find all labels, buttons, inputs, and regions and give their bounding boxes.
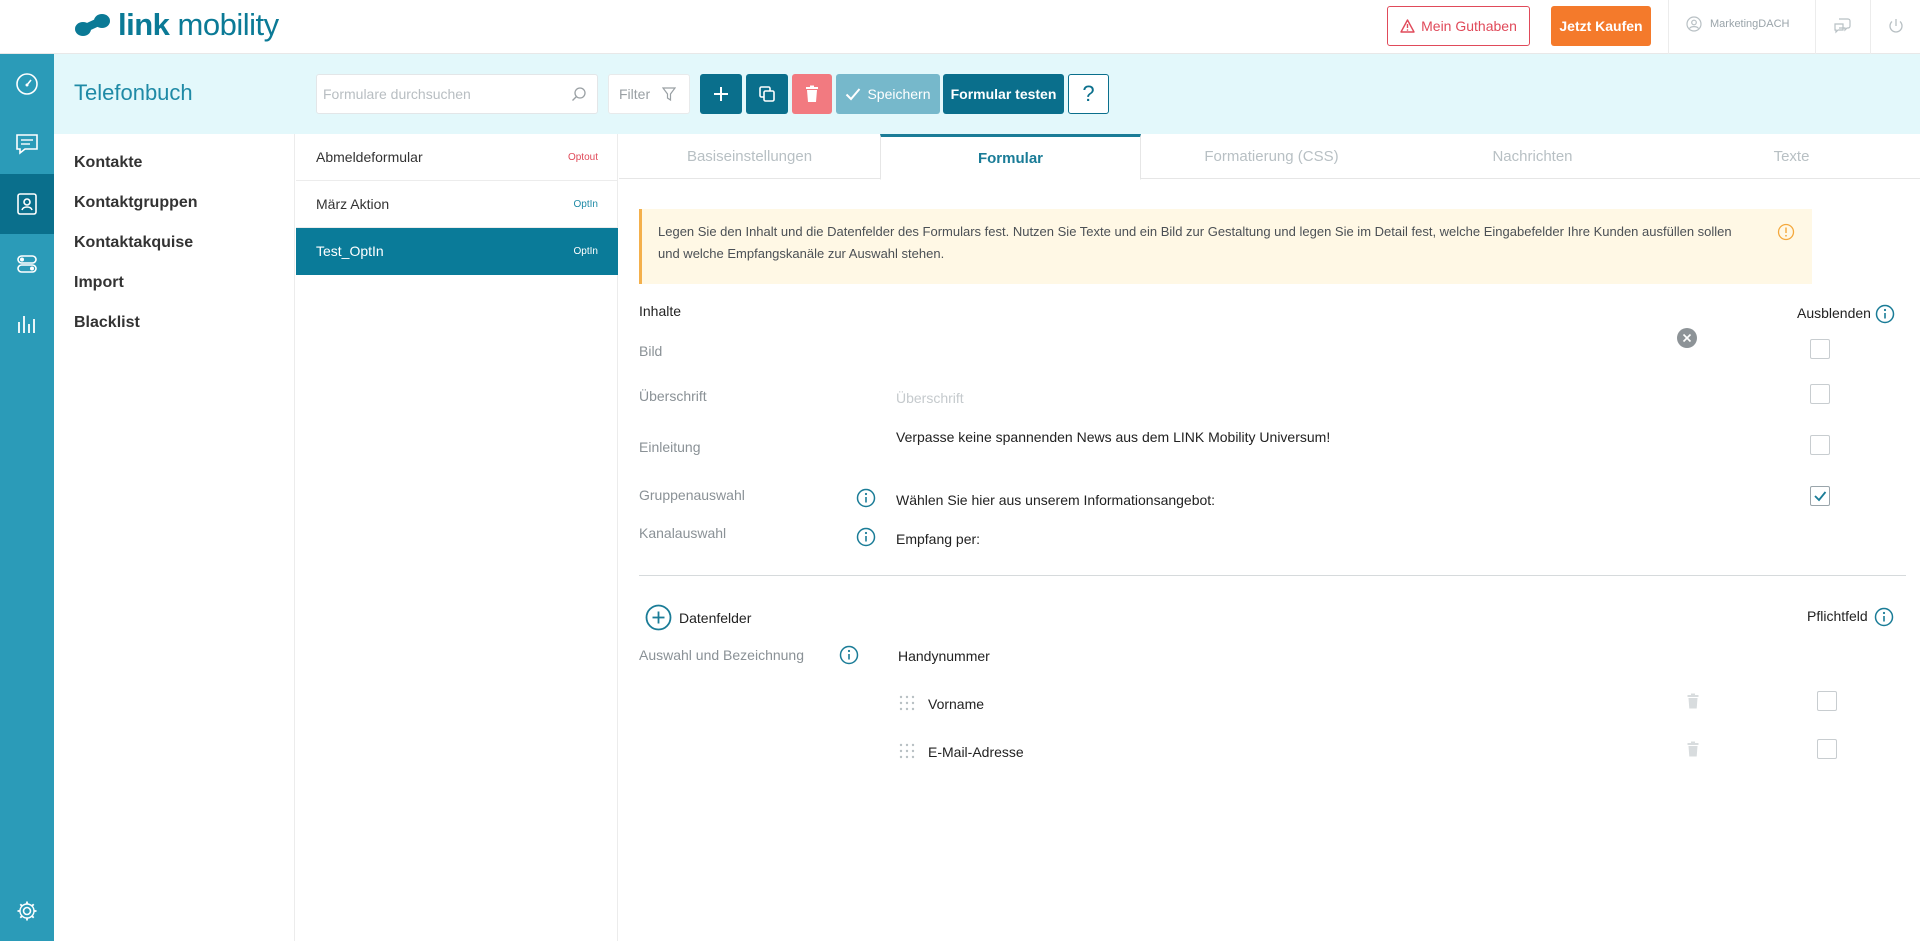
filter-label: Filter <box>619 86 651 102</box>
funnel-icon <box>662 86 676 102</box>
dashboard-gauge-icon <box>15 72 39 96</box>
info-notice <box>639 209 1812 284</box>
subnav-item-kontakte[interactable]: Kontakte <box>74 154 143 171</box>
info-icon[interactable] <box>856 527 876 547</box>
logo-icon <box>74 12 112 38</box>
tab-texte[interactable]: Texte <box>1773 148 1810 165</box>
field-vorname[interactable]: Vorname <box>928 696 985 712</box>
phonebook-subnav <box>54 134 295 941</box>
form-type-badge: OptIn <box>573 245 598 257</box>
trash-icon <box>805 85 819 103</box>
page-title: Telefonbuch <box>74 80 193 105</box>
divider <box>1870 0 1871 54</box>
section-divider <box>639 575 1906 576</box>
user-menu[interactable] <box>1686 16 1789 32</box>
trash-icon[interactable] <box>1687 693 1699 709</box>
add-datenfeld-icon[interactable] <box>645 604 672 631</box>
field-handynummer: Handynummer <box>898 648 990 664</box>
add-form-button[interactable] <box>700 74 742 114</box>
bar-chart-icon <box>15 312 39 336</box>
top-bar <box>0 0 1920 54</box>
tab-basiseinstellungen[interactable]: Basiseinstellungen <box>686 148 813 165</box>
nav-dashboard[interactable] <box>0 54 54 114</box>
jetzt-kaufen-button[interactable]: Jetzt Kaufen <box>1551 6 1651 46</box>
form-list-item[interactable] <box>296 181 618 228</box>
test-form-button[interactable]: Formular testen <box>943 74 1064 114</box>
checkmark-icon <box>1811 487 1829 505</box>
kanalauswahl-text[interactable]: Empfang per: <box>896 531 981 547</box>
checkmark-icon <box>845 87 861 101</box>
nav-automation[interactable] <box>0 234 54 294</box>
delete-form-button[interactable] <box>792 74 832 114</box>
subnav-item-kontaktakquise[interactable]: Kontaktakquise <box>74 234 194 251</box>
einleitung-hide-checkbox[interactable] <box>1810 435 1830 455</box>
warning-icon <box>1400 19 1415 33</box>
gruppenauswahl-label: Gruppenauswahl <box>639 487 745 503</box>
form-name: Abmeldeformular <box>316 149 423 165</box>
form-type-badge: Optout <box>567 151 598 163</box>
tab-formatierung[interactable]: Formatierung (CSS) <box>1204 148 1339 165</box>
bild-label: Bild <box>639 343 663 359</box>
form-type-badge: OptIn <box>573 198 598 210</box>
bild-hide-checkbox[interactable] <box>1810 339 1830 359</box>
form-tabs <box>619 134 1920 179</box>
divider <box>1815 0 1816 54</box>
tab-nachrichten[interactable]: Nachrichten <box>1492 148 1573 165</box>
save-button[interactable] <box>836 74 940 114</box>
form-list-item[interactable] <box>296 134 618 181</box>
message-icon <box>15 133 39 155</box>
subnav-item-import[interactable]: Import <box>74 274 124 291</box>
trash-icon[interactable] <box>1687 741 1699 757</box>
form-name: Test_OptIn <box>316 243 384 259</box>
form-list-item-selected[interactable] <box>296 228 618 275</box>
nav-statistics[interactable] <box>0 294 54 354</box>
einleitung-text[interactable]: Verpasse keine spannenden News aus dem LINK Mobility Universum! <box>896 429 1331 445</box>
subnav-item-blacklist[interactable]: Blacklist <box>74 314 140 331</box>
kanalauswahl-label: Kanalauswahl <box>639 525 727 541</box>
nav-contacts[interactable] <box>0 174 54 234</box>
chat-bubbles-icon[interactable] <box>1833 17 1851 35</box>
search-box[interactable] <box>316 74 598 114</box>
plus-icon <box>712 85 730 103</box>
user-name: MarketingDACH <box>1710 18 1790 30</box>
pflichtfeld-heading: Pflichtfeld <box>1807 608 1868 624</box>
info-icon[interactable] <box>1874 607 1894 627</box>
info-icon[interactable] <box>839 645 859 665</box>
ueberschrift-input[interactable]: Überschrift <box>896 390 964 406</box>
main-nav-rail <box>0 54 54 941</box>
copy-form-button[interactable] <box>746 74 788 114</box>
field-email[interactable]: E-Mail-Adresse <box>928 744 1024 760</box>
ueberschrift-label: Überschrift <box>639 388 707 404</box>
alert-circle-icon <box>1777 223 1795 241</box>
drag-handle-icon[interactable] <box>899 743 915 759</box>
toggles-icon <box>15 252 39 276</box>
copy-icon <box>758 85 776 103</box>
form-list <box>296 134 618 941</box>
vorname-required-checkbox[interactable] <box>1817 691 1837 711</box>
inhalte-heading: Inhalte <box>639 303 682 319</box>
ausblenden-heading: Ausblenden <box>1797 305 1871 321</box>
gruppenauswahl-text[interactable]: Wählen Sie hier aus unserem Informationsangebot: <box>896 492 1216 508</box>
ueberschrift-hide-checkbox[interactable] <box>1810 384 1830 404</box>
nav-settings[interactable] <box>0 881 54 941</box>
filter-button[interactable] <box>608 74 690 114</box>
divider <box>1668 0 1669 54</box>
gruppenauswahl-hide-checkbox[interactable] <box>1810 486 1830 506</box>
drag-handle-icon[interactable] <box>899 695 915 711</box>
info-icon[interactable] <box>856 488 876 508</box>
link-mobility-logo[interactable] <box>74 7 279 43</box>
einleitung-label: Einleitung <box>639 439 701 455</box>
mein-guthaben-label: Mein Guthaben <box>1421 18 1517 34</box>
mein-guthaben-button[interactable] <box>1387 6 1530 46</box>
help-button[interactable]: ? <box>1068 74 1109 114</box>
datenfelder-heading: Datenfelder <box>679 610 752 626</box>
form-name: März Aktion <box>316 196 390 212</box>
save-label: Speichern <box>867 86 931 102</box>
email-required-checkbox[interactable] <box>1817 739 1837 759</box>
logo-text: link mobility <box>118 7 279 42</box>
search-icon[interactable] <box>571 86 587 102</box>
notice-text: Legen Sie den Inhalt und die Datenfelder des Formulars fest. Nutzen Sie Texte und ein Bild zur Gestaltung und legen Sie im Detail fest, welche Eingabefelder Ihre Kunden ausfüllen sollen und welche Empfangskanäle zur Auswahl stehen. <box>658 224 1732 261</box>
nav-messages[interactable] <box>0 114 54 174</box>
gear-icon <box>16 900 38 922</box>
search-input[interactable] <box>317 75 557 113</box>
contact-book-icon <box>15 192 39 216</box>
user-icon <box>1686 16 1702 32</box>
auswahl-bezeichnung-label: Auswahl und Bezeichnung <box>639 647 805 663</box>
tab-formular[interactable]: Formular <box>880 134 1141 180</box>
subnav-item-kontaktgruppen[interactable]: Kontaktgruppen <box>74 194 198 211</box>
info-icon[interactable] <box>1875 304 1895 324</box>
power-icon[interactable] <box>1887 17 1905 35</box>
remove-image-icon[interactable] <box>1676 327 1698 349</box>
